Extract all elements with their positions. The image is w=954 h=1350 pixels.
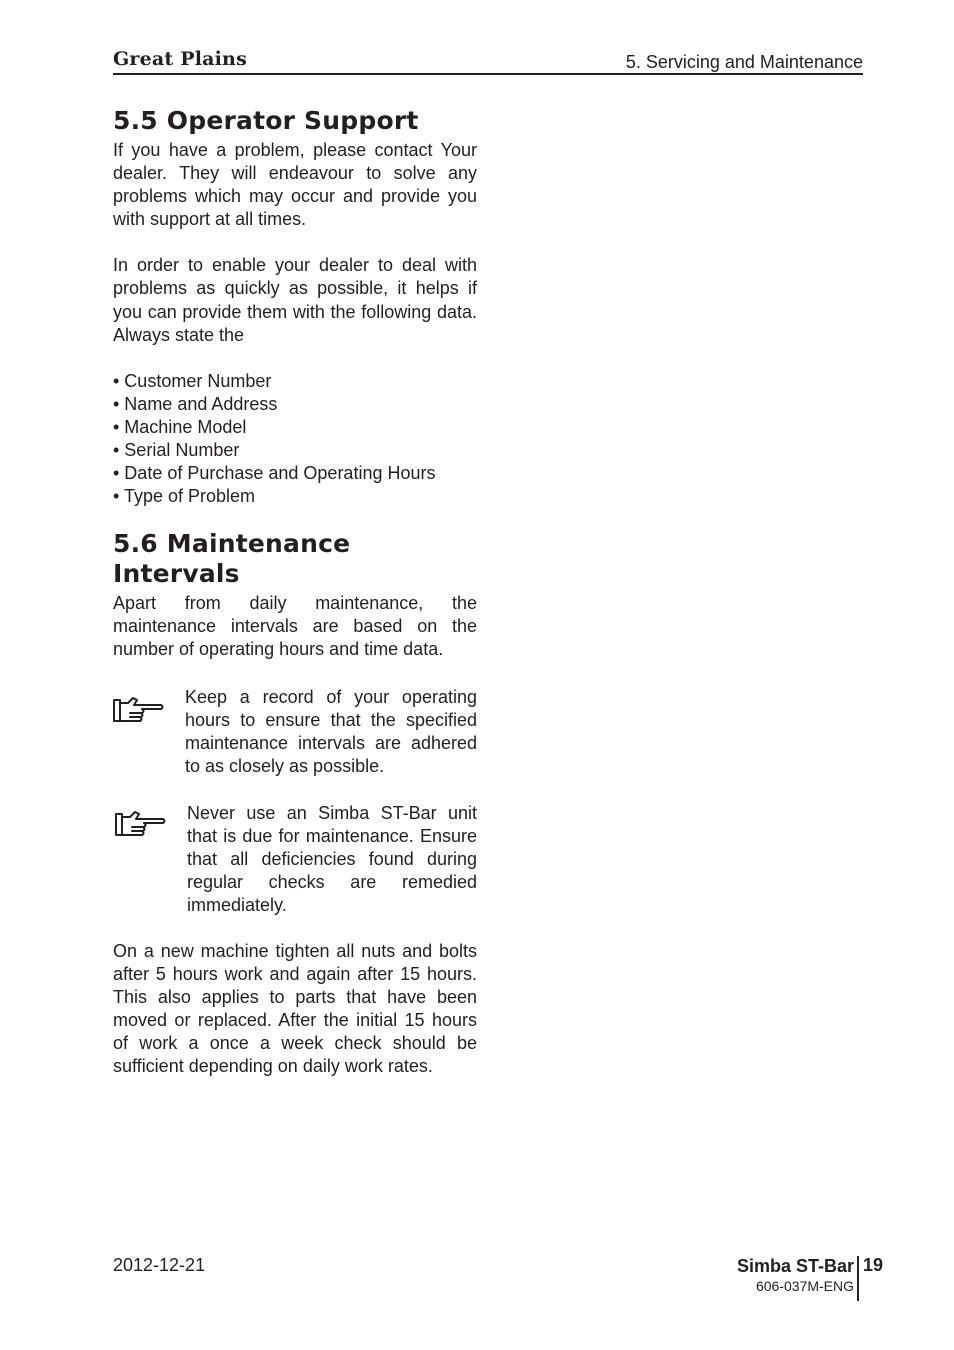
- maintenance-intro: Apart from daily maintenance, the maintenance intervals are based on the number of operating hours and time data.: [113, 593, 477, 660]
- data-list: [113, 370, 477, 509]
- pointing-hand-icon: [112, 695, 166, 727]
- brand-logo-text: Great Plains: [113, 48, 247, 70]
- maintenance-heading-line1: 5.6 Maintenance: [113, 529, 351, 558]
- list-item: • Customer Number: [113, 370, 272, 391]
- list-item: • Name and Address: [113, 393, 278, 414]
- list-item: • Date of Purchase and Operating Hours: [113, 463, 436, 484]
- section-title: 5. Servicing and Maintenance: [625, 52, 863, 72]
- maintenance-intervals-section: [113, 529, 477, 661]
- footer-document-code: 606-037M-ENG: [755, 1278, 854, 1294]
- pointing-hand-icon: [114, 809, 168, 841]
- footer-divider: [857, 1256, 859, 1301]
- note-keep-record: Keep a record of your operating hours to ensure that the specified maintenance intervals are adhered to as closely as possible.: [185, 687, 477, 777]
- header-divider: [113, 73, 863, 75]
- list-item: • Type of Problem: [113, 486, 256, 507]
- list-item: • Serial Number: [113, 440, 240, 461]
- operator-support-heading: 5.5 Operator Support: [113, 106, 419, 135]
- footer-date: 2012-12-21: [113, 1255, 206, 1275]
- maintenance-heading-line2: Intervals: [113, 559, 240, 588]
- footer-product-block: [737, 1255, 854, 1295]
- footer-product-name: Simba ST-Bar: [736, 1256, 854, 1276]
- operator-support-para1: If you have a problem, please contact Your dealer. They will endeavour to solve any problems which may occur and provide you with support at all times.: [113, 140, 477, 230]
- operator-support-para2: In order to enable your dealer to deal with problems as quickly as possible, it helps if you can provide them with the following data. Always state the: [113, 255, 477, 345]
- note-never-use: Never use an Simba ST-Bar unit that is due for maintenance. Ensure that all deficiencies found during regular checks are remedied immediately.: [187, 803, 477, 916]
- operator-support-section: [113, 106, 477, 508]
- list-item: • Machine Model: [113, 416, 247, 437]
- page-number: 19: [863, 1255, 884, 1275]
- maintenance-final-para: On a new machine tighten all nuts and bolts after 5 hours work and again after 15 hours. This also applies to parts that have been moved or replaced. After the initial 15 hours of work a once a week check should be sufficient depending on daily work rates.: [113, 941, 477, 1077]
